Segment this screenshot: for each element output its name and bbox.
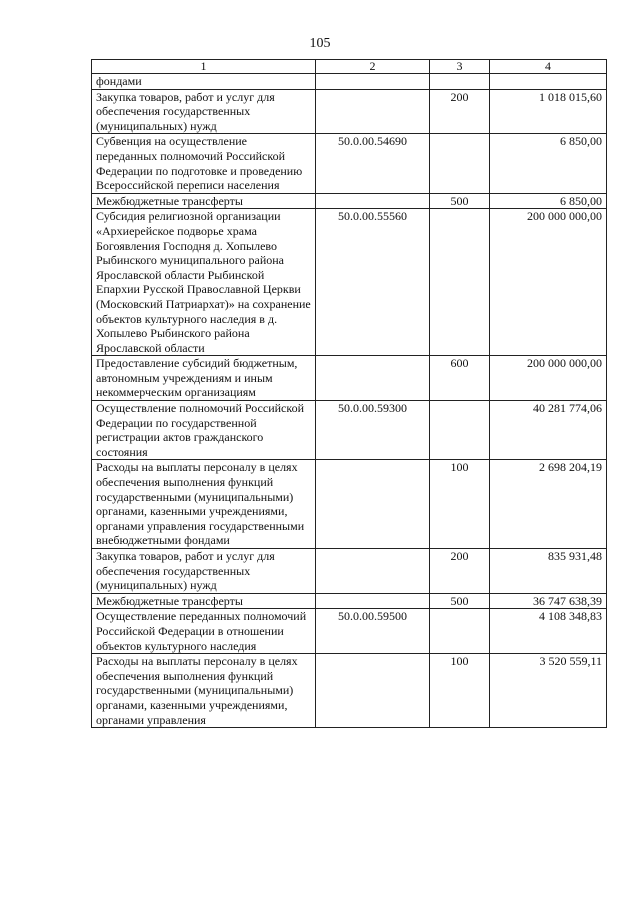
row-code-cell [316,356,430,401]
row-expense-type-cell: 200 [430,89,490,134]
row-code-cell [316,193,430,209]
row-expense-type-cell: 200 [430,549,490,594]
row-name-cell: Субвенция на осуществление переданных полномочий Российской Федерации по подготовке и проведению Всероссийской переписи населения [92,134,316,193]
row-expense-type-cell: 100 [430,654,490,728]
table-row [92,89,607,134]
column-header-3: 3 [430,60,490,74]
table-row [92,549,607,594]
table-row [92,460,607,549]
row-name-cell: Закупка товаров, работ и услуг для обеспечения государственных (муниципальных) нужд [92,549,316,594]
row-expense-type-cell: 100 [430,460,490,549]
row-name-cell: Осуществление полномочий Российской Федерации по государственной регистрации актов гражданского состояния [92,401,316,460]
row-name-cell: Межбюджетные трансферты [92,193,316,209]
row-amount-cell: 4 108 348,83 [490,609,607,654]
table-row [92,356,607,401]
table-row [92,193,607,209]
row-expense-type-cell [430,209,490,356]
row-amount-cell: 1 018 015,60 [490,89,607,134]
row-code-cell: 50.0.00.59500 [316,609,430,654]
row-amount-cell [490,74,607,90]
row-code-cell [316,460,430,549]
row-code-cell [316,654,430,728]
row-code-cell [316,74,430,90]
row-name-cell: Межбюджетные трансферты [92,593,316,609]
row-expense-type-cell [430,134,490,193]
row-expense-type-cell: 500 [430,593,490,609]
table-row [92,401,607,460]
row-expense-type-cell [430,401,490,460]
row-name-cell: Закупка товаров, работ и услуг для обеспечения государственных (муниципальных) нужд [92,89,316,134]
row-amount-cell: 835 931,48 [490,549,607,594]
row-code-cell: 50.0.00.59300 [316,401,430,460]
table-row [92,134,607,193]
row-code-cell [316,89,430,134]
row-code-cell: 50.0.00.55560 [316,209,430,356]
row-expense-type-cell: 500 [430,193,490,209]
row-expense-type-cell [430,74,490,90]
row-name-cell: Расходы на выплаты персоналу в целях обеспечения выполнения функций государственными (муниципальными) органами, казенными учреждениями, органами управления [92,654,316,728]
row-code-cell: 50.0.00.54690 [316,134,430,193]
column-header-4: 4 [490,60,607,74]
table-row [92,74,607,90]
row-name-cell: Субсидия религиозной организации «Архиерейское подворье храма Богоявления Господня д. Хопылево Рыбинского муниципального района Ярославской области Рыбинской Епархии Русской Православной Церкви (Московский Патриархат)» на сохранение объектов культурного наследия в д. Хопылево Рыбинского района Ярославской области [92,209,316,356]
row-amount-cell: 6 850,00 [490,134,607,193]
page-number: 105 [309,36,331,51]
row-name-cell: фондами [92,74,316,90]
row-amount-cell: 40 281 774,06 [490,401,607,460]
table-row [92,609,607,654]
table-row [92,593,607,609]
column-number-row [92,60,607,74]
row-amount-cell: 2 698 204,19 [490,460,607,549]
row-expense-type-cell: 600 [430,356,490,401]
row-name-cell: Осуществление переданных полномочий Российской Федерации в отношении объектов культурного наследия [92,609,316,654]
row-amount-cell: 36 747 638,39 [490,593,607,609]
row-amount-cell: 200 000 000,00 [490,209,607,356]
row-expense-type-cell [430,609,490,654]
column-header-2: 2 [316,60,430,74]
table-row [92,654,607,728]
row-amount-cell: 6 850,00 [490,193,607,209]
table-row [92,209,607,356]
row-name-cell: Предоставление субсидий бюджетным, автономным учреждениям и иным некоммерческим организациям [92,356,316,401]
budget-table [91,59,607,728]
row-amount-cell: 3 520 559,11 [490,654,607,728]
row-code-cell [316,549,430,594]
column-header-1: 1 [92,60,316,74]
row-code-cell [316,593,430,609]
row-amount-cell: 200 000 000,00 [490,356,607,401]
row-name-cell: Расходы на выплаты персоналу в целях обеспечения выполнения функций государственными (муниципальными) органами, казенными учреждениями, органами управления государственными внебюджетными фондами [92,460,316,549]
